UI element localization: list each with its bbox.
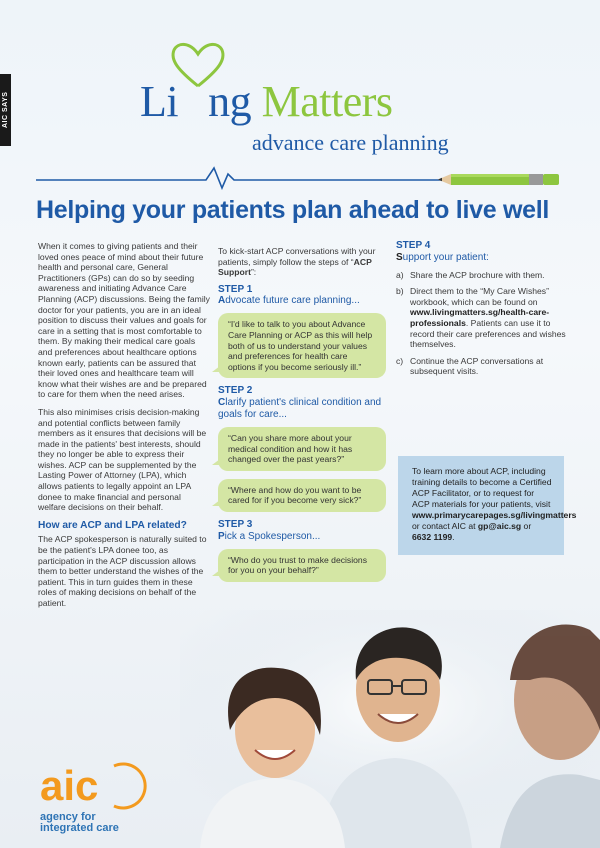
logo-part-li: Li [140,77,179,126]
workbook-link[interactable]: www.livingmatters.sg/health-care-professionals [410,307,550,328]
logo-part-matters: Matters [261,77,393,126]
speech-bubble-step2a: “Can you share more about your medical condition and how it has changed over the past years?” [218,427,386,471]
acp-lpa-subheading: How are ACP and LPA related? [38,519,187,531]
primary-care-link[interactable]: www.primarycarepages.sg/livingmatters [412,510,577,520]
contact-info-box: To learn more about ACP, including training details to become a Certified ACP Facilitator, or to request for ACP materials for your patients, visit www.primarycarepages.sg/livingmatters or contact AIC at gp@aic.sg or 6632 1199. [398,456,564,555]
list-item: c) Continue the ACP conversations at subsequent visits. [396,355,544,377]
column-steps [218,246,386,590]
logo-subtitle: advance care planning [252,130,449,155]
column-intro [38,241,210,616]
aic-tagline: agency for integrated care [40,811,119,834]
step1-title: Advocate future care planning... [218,295,360,307]
list-item: b) Direct them to the “My Care Wishes” workbook, which can be found on www.livingmatters.sg/health-care-professionals. Patients can use it to record their care preferences and wishes themselves. [396,286,566,350]
aic-logo-mark-icon [36,760,166,812]
step4-number: STEP 4 [396,240,431,251]
intro-paragraph-1: When it comes to giving patients and their loved ones peace of mind about their future health and personal care, General Practitioners (GPs) can do so by seeding awareness and initiating Advance Care Planning (ACP) discussions. Being the family doctor for your patients, you are in an ideal position to discuss their values and goals for care in a setting that is most comfortable to them. By making their medical care goals and preferences about healthcare options known early, patients can be assured that their loved ones and healthcare team will know what their wishes are and be prepared to care for them when the need arises. [38,241,210,400]
speech-bubble-step1: “I'd like to talk to you about Advance Care Planning or ACP as this will help both of us to understand your values and preferences for health care options if you become seriously ill.” [218,313,386,378]
acp-lpa-paragraph: The ACP spokesperson is naturally suited to be the patient's LPA donee too, as participation in the ACP discussion allows them to better understand the wishes of the patient. This in turn guides them in these roles of making decisions on behalf of the patient. [38,534,207,608]
step4-title: Support your patient: [396,251,489,263]
column-support [396,241,566,383]
aic-logo [36,760,166,840]
patients-photo [180,610,600,848]
step1-number: STEP 1 [218,283,253,295]
speech-bubble-step3: “Who do you trust to make decisions for you on your behalf?” [218,549,386,582]
steps-intro: To kick-start ACP conversations with your patients, simply follow the steps of “ACP Support”: [218,246,376,278]
pencil-icon [438,174,559,185]
living-matters-logo [130,40,460,160]
logo-part-ng: ng [208,77,252,126]
step3-title: Pick a Spokesperson... [218,530,321,542]
ecg-line-icon [36,164,566,190]
page-headline: Helping your patients plan ahead to live well [36,196,549,224]
aic-logo-text: aic [40,762,99,809]
intro-paragraph-2: This also minimises crisis decision-making and potential conflicts between family members as it ensures that decisions will be made in the patients' best interests, should they no longer be able to express their wishes. ACP can be supplemented by the Lasting Power of Attorney (LPA), which allows patients to legally appoint an LPA donee to make financial and personal welfare decisions on their behalf. [38,406,207,513]
speech-bubble-step2b: “Where and how do you want to be cared for if you become very sick?” [218,479,386,512]
email-link[interactable]: gp@aic.sg [477,521,522,531]
step2-number: STEP 2 [218,385,253,397]
list-item: a) Share the ACP brochure with them. [396,269,545,280]
support-list [396,270,566,377]
side-tab-label: AIC SAYS [0,74,11,146]
phone-number: 6632 1199 [412,532,453,542]
step2-title: Clarify patient's clinical condition and goals for care... [218,396,382,420]
step3-number: STEP 3 [218,518,253,530]
